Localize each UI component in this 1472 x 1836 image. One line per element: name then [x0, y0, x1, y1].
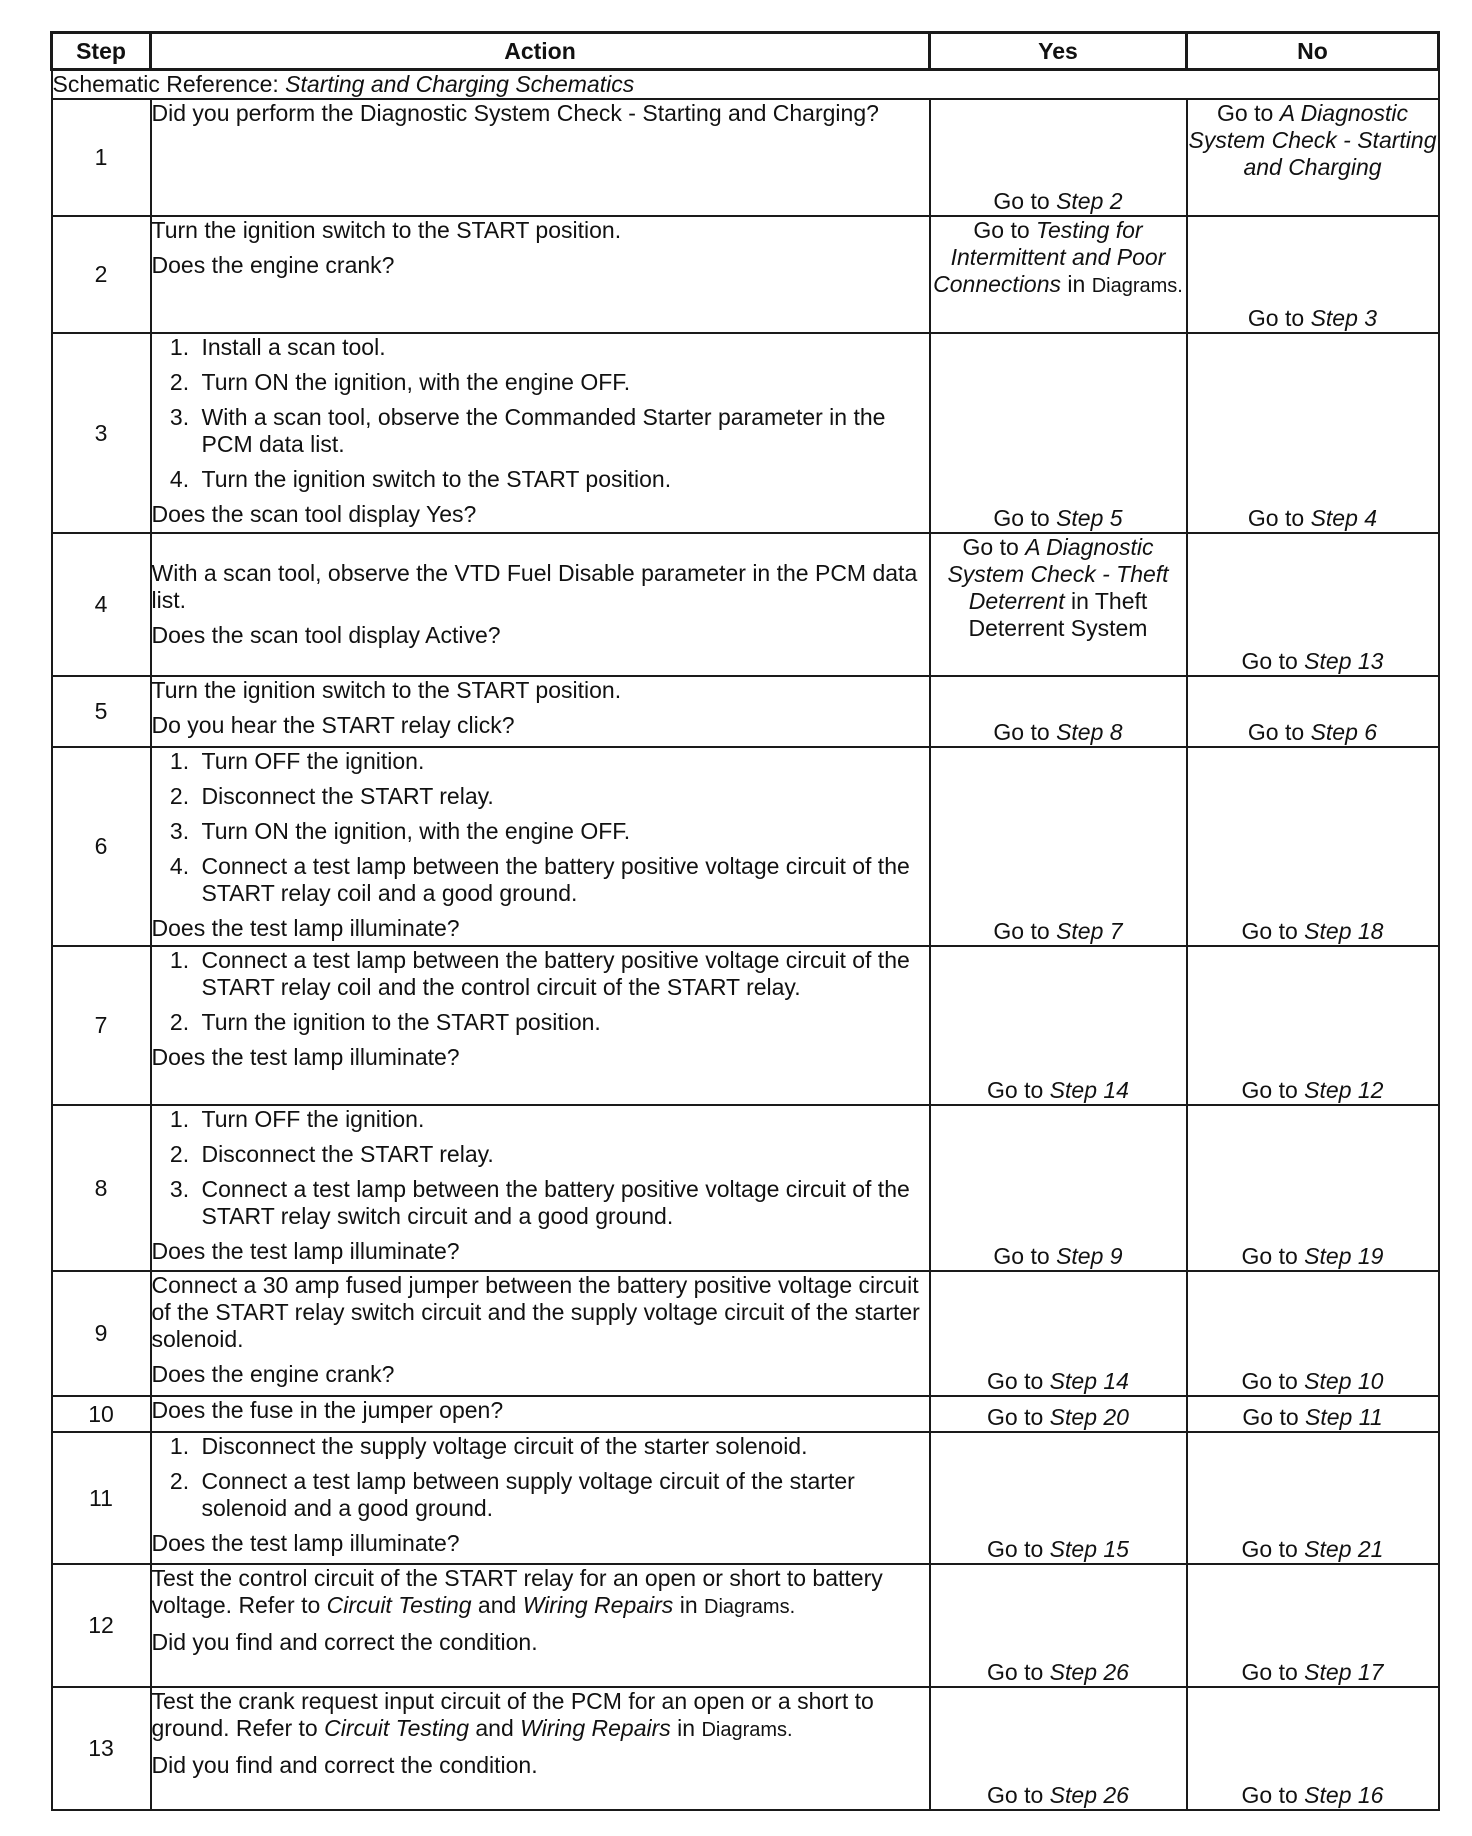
instruction-item: 1. Turn OFF the ignition. [196, 748, 929, 775]
yes-link[interactable]: Step 14 [1049, 1368, 1129, 1394]
no-cell [1187, 946, 1439, 1105]
step-question: Does the fuse in the jumper open? [151, 1397, 504, 1423]
in-label: in [679, 1592, 698, 1618]
step-number: 6 [52, 747, 151, 946]
instruction-item: 4. Turn the ignition switch to the START position. [196, 466, 929, 493]
yes-link[interactable]: Step 5 [1056, 505, 1123, 531]
step-instruction-list [152, 1106, 929, 1230]
go-to-label: Go to [987, 1368, 1044, 1394]
instruction-item: 1. Install a scan tool. [196, 334, 929, 361]
step-instruction: Turn the ignition switch to the START position. [151, 677, 622, 703]
step-number: 8 [52, 1105, 151, 1271]
go-to-label: Go to [1247, 305, 1305, 331]
no-cell [1187, 1432, 1439, 1564]
go-to-label: Go to [1247, 719, 1305, 745]
no-cell [1187, 216, 1439, 333]
instruction-item: 3. Connect a test lamp between the battery positive voltage circuit of the START relay switch circuit and a good ground. [196, 1176, 929, 1230]
and-label: and [475, 1715, 514, 1741]
no-link[interactable]: Step 3 [1310, 305, 1378, 331]
yes-link[interactable]: Step 20 [1049, 1404, 1129, 1430]
yes-link[interactable]: Step 26 [1049, 1659, 1129, 1685]
step-row-1 [52, 99, 1439, 216]
go-to-label: Go to [1241, 1368, 1298, 1394]
step-question: Does the scan tool display Active? [151, 622, 501, 648]
step-instruction [152, 1565, 929, 1621]
step-action [151, 533, 930, 676]
go-to-label: Go to [993, 918, 1050, 944]
yes-cell [930, 747, 1187, 946]
reference-link[interactable]: Circuit Testing [326, 1592, 472, 1618]
step-number: 9 [52, 1271, 151, 1396]
step-row-5 [52, 676, 1439, 747]
step-action [151, 1271, 930, 1396]
go-to-label: Go to [1241, 918, 1298, 944]
go-to-label: Go to [962, 534, 1019, 560]
step-instruction-list [152, 1433, 929, 1522]
no-link[interactable]: Step 17 [1304, 1659, 1384, 1685]
go-to-label: Go to [1217, 100, 1274, 126]
step-number: 5 [52, 676, 151, 747]
yes-cell [930, 1432, 1187, 1564]
in-label: in [1070, 588, 1089, 614]
reference-link[interactable]: Wiring Repairs [522, 1592, 674, 1618]
reference-link[interactable]: Wiring Repairs [520, 1715, 671, 1741]
step-action [151, 747, 930, 946]
yes-link[interactable]: Step 15 [1049, 1536, 1129, 1562]
header-action: Action [151, 33, 930, 70]
go-to-label: Go to [973, 217, 1030, 243]
yes-cell [930, 1105, 1187, 1271]
no-link[interactable]: Step 4 [1310, 505, 1378, 531]
step-action [151, 1396, 930, 1432]
in-label: in [1067, 271, 1086, 297]
step-action [151, 216, 930, 333]
step-action [151, 676, 930, 747]
step-number: 12 [52, 1564, 151, 1687]
schematic-reference-value: Starting and Charging Schematics [285, 71, 635, 97]
go-to-label: Go to [1241, 1659, 1298, 1685]
step-question: Does the test lamp illuminate? [151, 1044, 460, 1070]
step-instruction-list [152, 334, 929, 493]
go-to-label: Go to [993, 719, 1050, 745]
no-link[interactable]: Step 13 [1304, 648, 1384, 674]
step-number: 13 [52, 1687, 151, 1810]
instruction-text: Test the crank request input circuit of the PCM for an open or a short to ground. Refer to [151, 1688, 874, 1741]
step-row-13 [52, 1687, 1439, 1810]
schematic-reference [52, 70, 1439, 100]
go-to-label: Go to [1241, 1077, 1298, 1103]
header-yes: Yes [930, 33, 1187, 70]
step-instruction-list [152, 748, 929, 907]
step-row-8 [52, 1105, 1439, 1271]
no-link[interactable]: Step 12 [1304, 1077, 1384, 1103]
step-number: 11 [52, 1432, 151, 1564]
yes-link[interactable]: Step 26 [1049, 1782, 1129, 1808]
and-label: and [477, 1592, 517, 1618]
diagnostic-table [50, 31, 1440, 1811]
yes-cell [930, 99, 1187, 216]
step-question: Does the test lamp illuminate? [151, 915, 460, 941]
no-cell [1187, 1271, 1439, 1396]
go-to-label: Go to [987, 1077, 1044, 1103]
step-row-9 [52, 1271, 1439, 1396]
instruction-item: 3. With a scan tool, observe the Commanded Starter parameter in the PCM data list. [196, 404, 929, 458]
yes-cell [930, 1271, 1187, 1396]
step-instruction [152, 1688, 929, 1744]
instruction-item: 2. Connect a test lamp between supply voltage circuit of the starter solenoid and a good ground. [196, 1468, 929, 1522]
go-to-label: Go to [1242, 1404, 1299, 1430]
step-row-6 [52, 747, 1439, 946]
yes-cell [930, 333, 1187, 533]
reference-document: Diagrams. [704, 1596, 796, 1618]
step-action [151, 1564, 930, 1687]
yes-cell [930, 676, 1187, 747]
step-number: 2 [52, 216, 151, 333]
go-to-label: Go to [993, 1243, 1050, 1269]
step-row-11 [52, 1432, 1439, 1564]
schematic-reference-label: Schematic Reference: [52, 71, 279, 97]
header-row [52, 33, 1439, 70]
no-cell [1187, 1687, 1439, 1810]
step-question: Did you find and correct the condition. [151, 1629, 538, 1655]
step-question: Do you hear the START relay click? [151, 712, 515, 738]
reference-link[interactable]: Circuit Testing [324, 1715, 469, 1741]
yes-cell [930, 1396, 1187, 1432]
step-number: 10 [52, 1396, 151, 1432]
header-step: Step [52, 33, 151, 70]
go-to-label: Go to [987, 1659, 1044, 1685]
step-question: Does the test lamp illuminate? [151, 1238, 460, 1264]
reference-document: Diagrams. [701, 1719, 793, 1741]
no-cell [1187, 676, 1439, 747]
yes-cell [930, 946, 1187, 1105]
yes-link[interactable]: Testing for Intermittent and Poor Connections [933, 217, 1166, 297]
go-to-label: Go to [993, 505, 1050, 531]
instruction-item: 2. Turn ON the ignition, with the engine OFF. [196, 369, 929, 396]
no-link[interactable]: Step 21 [1304, 1536, 1384, 1562]
step-row-7 [52, 946, 1439, 1105]
yes-cell [930, 216, 1187, 333]
instruction-item: 2. Disconnect the START relay. [196, 1141, 929, 1168]
header-no: No [1187, 33, 1439, 70]
step-question: Does the test lamp illuminate? [151, 1530, 460, 1556]
step-action [151, 946, 930, 1105]
no-link[interactable]: Step 11 [1305, 1404, 1383, 1430]
step-action [151, 333, 930, 533]
instruction-item: 1. Disconnect the supply voltage circuit of the starter solenoid. [196, 1433, 929, 1460]
go-to-label: Go to [993, 188, 1050, 214]
step-question: Does the engine crank? [151, 252, 395, 278]
instruction-item: 1. Connect a test lamp between the battery positive voltage circuit of the START relay coil and the control circuit of the START relay. [196, 947, 929, 1001]
step-number: 4 [52, 533, 151, 676]
step-row-12 [52, 1564, 1439, 1687]
step-action [151, 1432, 930, 1564]
no-cell [1187, 533, 1439, 676]
yes-cell [930, 1687, 1187, 1810]
instruction-text: Test the control circuit of the START relay for an open or short to battery voltage. Refer to [151, 1565, 883, 1618]
go-to-label: Go to [987, 1536, 1044, 1562]
go-to-label: Go to [1247, 505, 1305, 531]
step-question: Does the engine crank? [151, 1361, 395, 1387]
yes-link[interactable]: A Diagnostic System Check - Theft Deterrent [947, 534, 1169, 614]
step-instruction: With a scan tool, observe the VTD Fuel Disable parameter in the PCM data list. [151, 560, 918, 613]
step-action [151, 1105, 930, 1271]
instruction-item: 2. Disconnect the START relay. [196, 783, 929, 810]
yes-link[interactable]: Step 9 [1056, 1243, 1123, 1269]
go-to-label: Go to [1241, 1243, 1298, 1269]
go-to-label: Go to [1241, 1536, 1298, 1562]
yes-document: Diagrams. [1091, 275, 1183, 297]
yes-document: Theft Deterrent System [968, 588, 1148, 641]
in-label: in [677, 1715, 696, 1741]
go-to-label: Go to [1241, 1782, 1298, 1808]
step-number: 7 [52, 946, 151, 1105]
step-row-2 [52, 216, 1439, 333]
no-link[interactable]: Step 10 [1304, 1368, 1384, 1394]
step-row-4 [52, 533, 1439, 676]
schematic-reference-row [52, 70, 1439, 100]
no-cell [1187, 99, 1439, 216]
step-question: Did you find and correct the condition. [151, 1752, 538, 1778]
no-cell [1187, 1105, 1439, 1271]
no-link[interactable]: A Diagnostic System Check - Starting and Charging [1188, 100, 1437, 180]
diagnostic-table-container [50, 31, 1437, 1811]
instruction-item: 4. Connect a test lamp between the battery positive voltage circuit of the START relay coil and a good ground. [196, 853, 929, 907]
no-link[interactable]: Step 19 [1304, 1243, 1384, 1269]
no-link[interactable]: Step 18 [1304, 918, 1384, 944]
no-cell [1187, 1564, 1439, 1687]
yes-link[interactable]: Step 8 [1056, 719, 1123, 745]
instruction-item: 2. Turn the ignition to the START position. [196, 1009, 929, 1036]
go-to-label: Go to [987, 1404, 1044, 1430]
instruction-item: 3. Turn ON the ignition, with the engine OFF. [196, 818, 929, 845]
yes-link[interactable]: Step 14 [1049, 1077, 1129, 1103]
no-link[interactable]: Step 16 [1304, 1782, 1384, 1808]
step-instruction: Connect a 30 amp fused jumper between the battery positive voltage circuit of the START relay switch circuit and the supply voltage circuit of the starter solenoid. [151, 1272, 920, 1352]
no-link[interactable]: Step 6 [1310, 719, 1378, 745]
step-number: 3 [52, 333, 151, 533]
no-cell [1187, 333, 1439, 533]
step-instruction-list [152, 947, 929, 1036]
instruction-item: 1. Turn OFF the ignition. [196, 1106, 929, 1133]
no-cell [1187, 1396, 1439, 1432]
step-instruction: Turn the ignition switch to the START position. [151, 217, 622, 243]
step-question: Did you perform the Diagnostic System Check - Starting and Charging? [151, 100, 879, 126]
yes-link[interactable]: Step 7 [1056, 918, 1123, 944]
go-to-label: Go to [987, 1782, 1044, 1808]
yes-cell [930, 1564, 1187, 1687]
step-row-3 [52, 333, 1439, 533]
step-action [151, 99, 930, 216]
no-cell [1187, 747, 1439, 946]
yes-link[interactable]: Step 2 [1056, 188, 1123, 214]
yes-cell [930, 533, 1187, 676]
step-action [151, 1687, 930, 1810]
step-row-10 [52, 1396, 1439, 1432]
step-number: 1 [52, 99, 151, 216]
step-question: Does the scan tool display Yes? [151, 501, 477, 527]
go-to-label: Go to [1241, 648, 1298, 674]
